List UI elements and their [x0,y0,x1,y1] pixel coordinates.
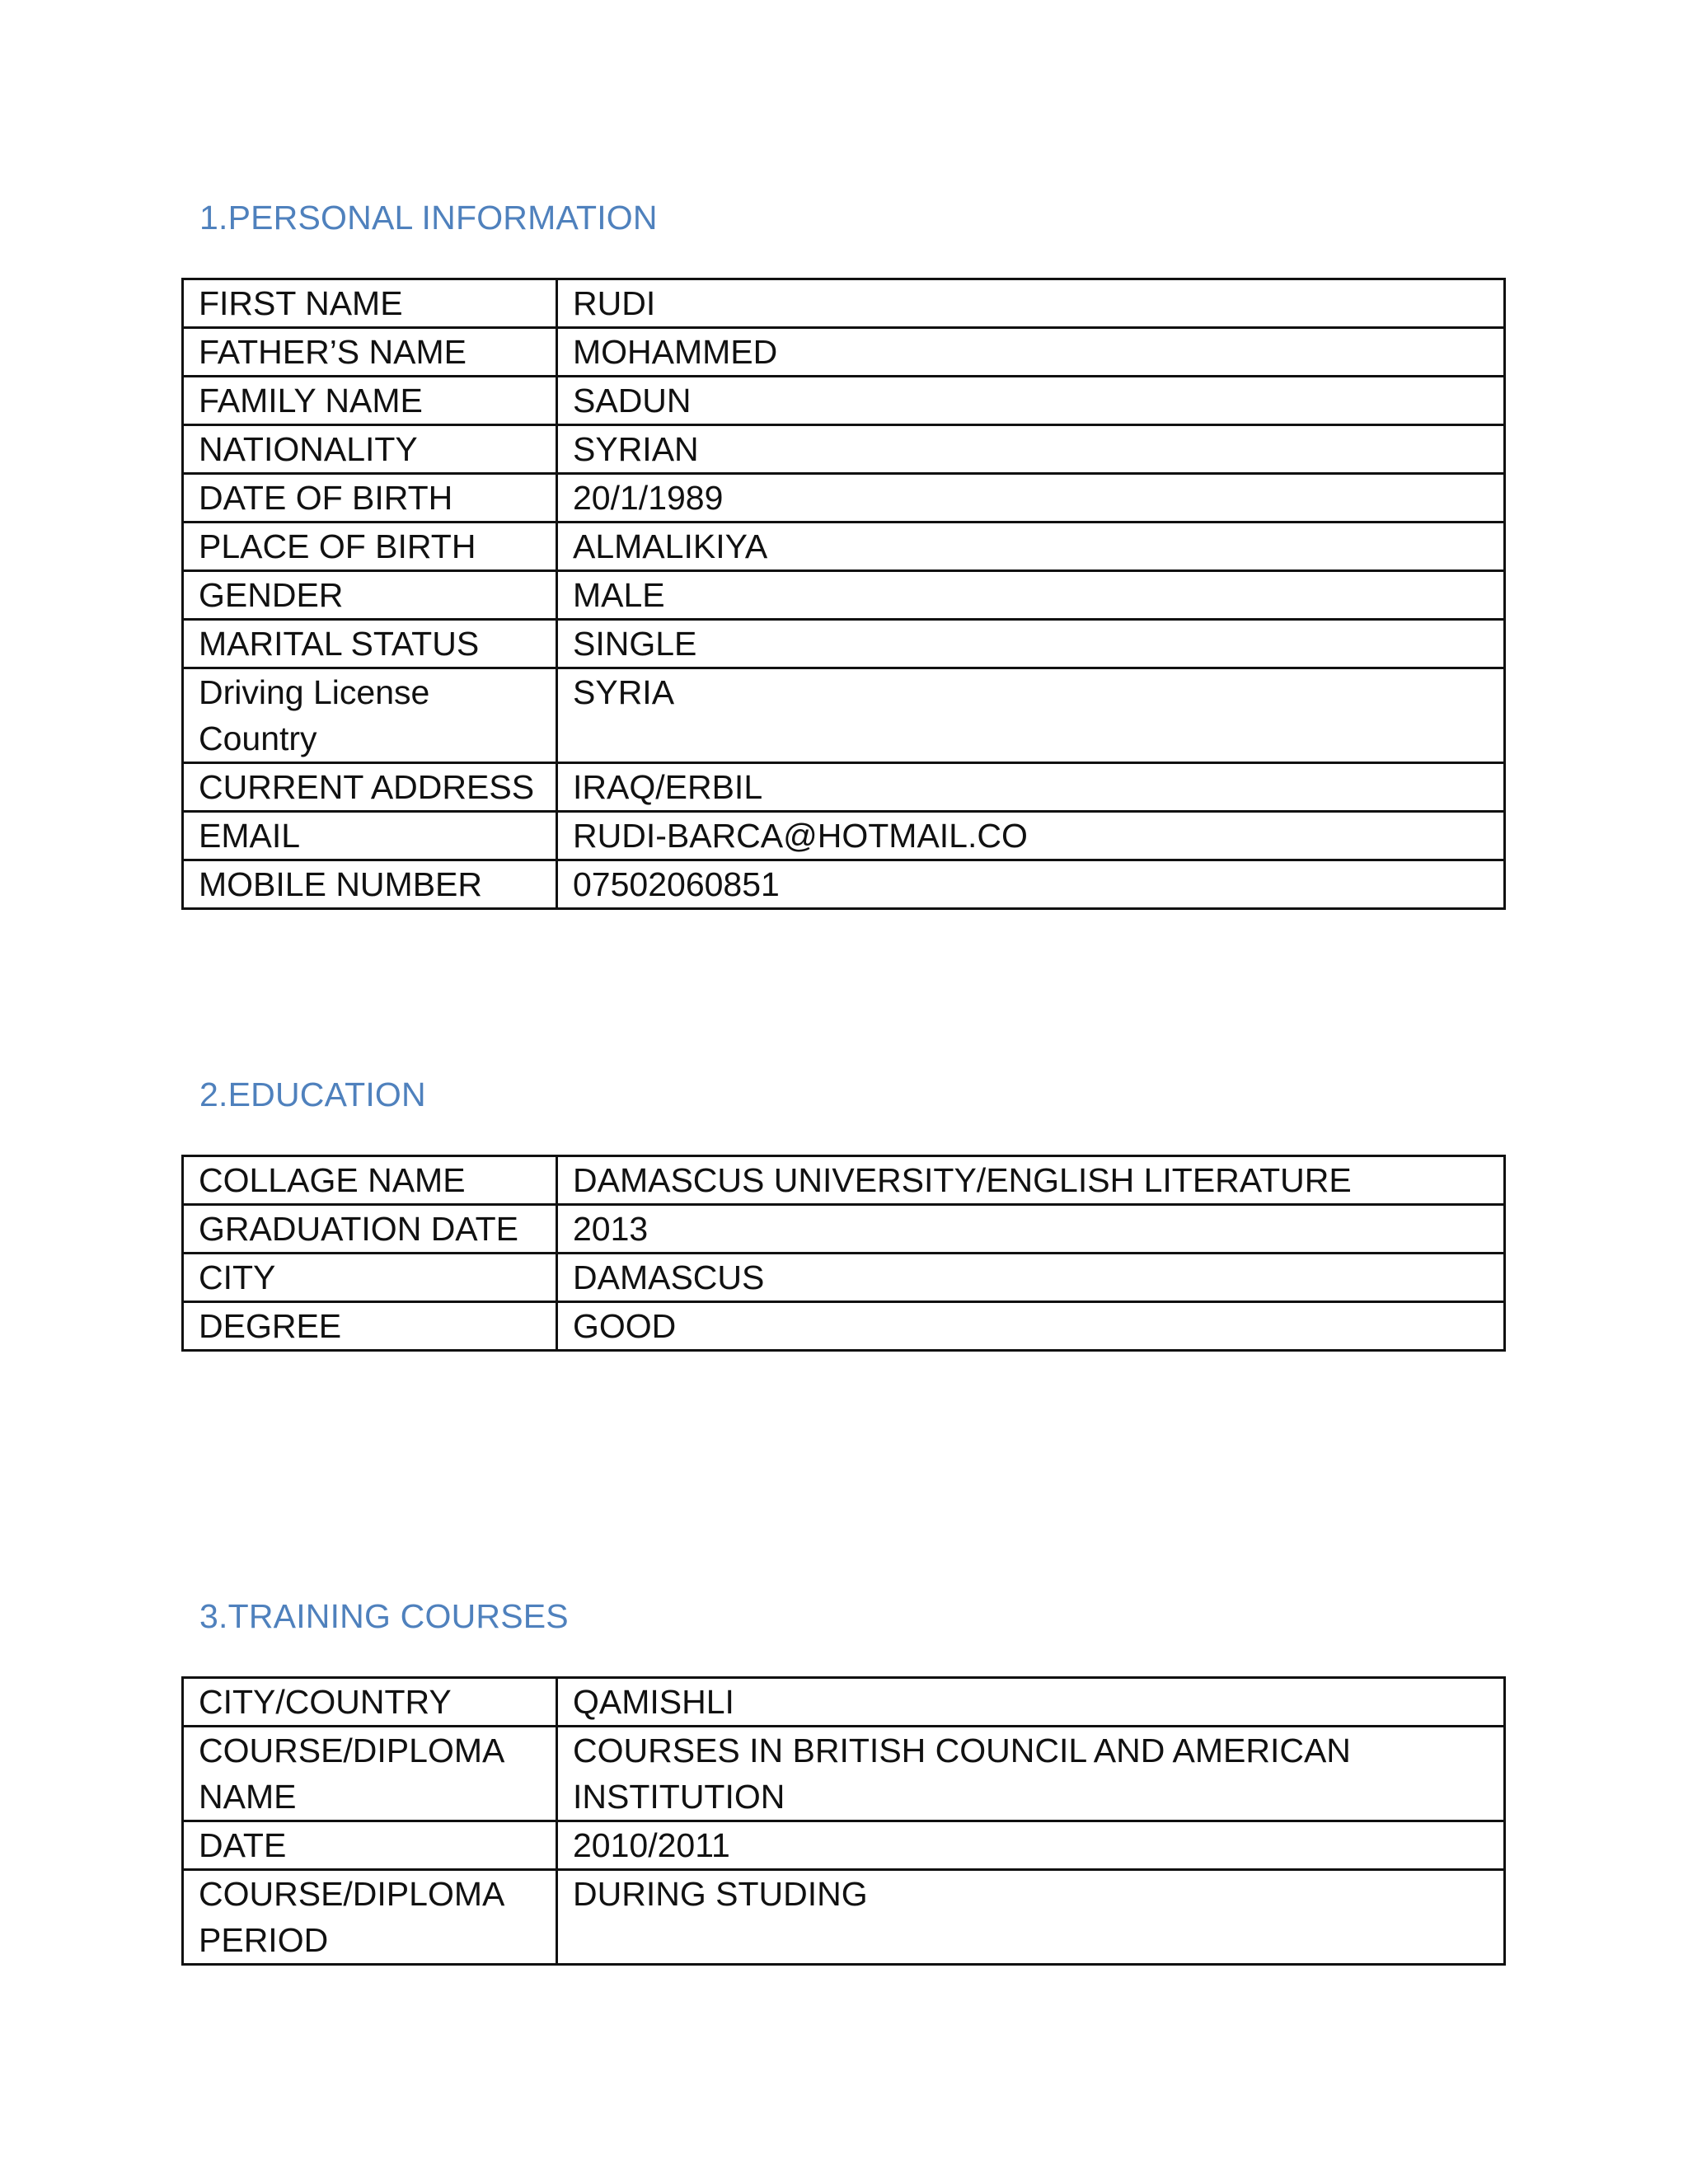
row-label: DATE [183,1821,557,1870]
table-row [183,377,1505,425]
table-row [183,620,1505,668]
row-label: FIRST NAME [183,279,557,328]
row-value: RUDI-BARCA@HOTMAIL.CO [557,812,1505,860]
row-label: FAMILY NAME [183,377,557,425]
row-value: 20/1/1989 [557,474,1505,523]
row-value: MALE [557,571,1505,620]
row-value: 2010/2011 [557,1821,1505,1870]
row-label: MOBILE NUMBER [183,860,557,909]
table-row [183,1821,1505,1870]
row-label: COURSE/DIPLOMA NAME [183,1727,557,1821]
education-section [181,1078,1503,1352]
education-table [181,1155,1506,1352]
row-label: COURSE/DIPLOMA PERIOD [183,1870,557,1965]
row-label: COLLAGE NAME [183,1156,557,1205]
row-value: DAMASCUS UNIVERSITY/ENGLISH LITERATURE [557,1156,1505,1205]
row-label: EMAIL [183,812,557,860]
table-row [183,812,1505,860]
personal-information-heading: 1.PERSONAL INFORMATION [199,199,658,237]
row-label: GENDER [183,571,557,620]
row-value: 07502060851 [557,860,1505,909]
row-value: RUDI [557,279,1505,328]
row-label: CURRENT ADDRESS [183,763,557,812]
table-row [183,1254,1505,1302]
row-label: FATHER’S NAME [183,328,557,377]
row-label: DEGREE [183,1302,557,1351]
row-value: COURSES IN BRITISH COUNCIL AND AMERICAN INSTITUTION [557,1727,1505,1821]
row-value: DURING STUDING [557,1870,1505,1965]
table-row [183,763,1505,812]
row-label: PLACE OF BIRTH [183,523,557,571]
training-courses-heading: 3.TRAINING COURSES [199,1597,569,1635]
row-value: SINGLE [557,620,1505,668]
table-row [183,860,1505,909]
table-row [183,1727,1505,1821]
row-value: MOHAMMED [557,328,1505,377]
table-row [183,1302,1505,1351]
row-value: SYRIAN [557,425,1505,474]
personal-information-section [181,201,1503,910]
row-value: DAMASCUS [557,1254,1505,1302]
row-label: MARITAL STATUS [183,620,557,668]
table-row [183,668,1505,763]
table-row [183,425,1505,474]
table-row [183,1205,1505,1254]
row-label: GRADUATION DATE [183,1205,557,1254]
row-value: SADUN [557,377,1505,425]
row-value: 2013 [557,1205,1505,1254]
row-label: CITY/COUNTRY [183,1678,557,1727]
row-value: SYRIA [557,668,1505,763]
table-row [183,523,1505,571]
personal-information-table [181,278,1506,910]
row-label: DATE OF BIRTH [183,474,557,523]
row-label: CITY [183,1254,557,1302]
row-label: NATIONALITY [183,425,557,474]
table-row [183,1870,1505,1965]
row-value: GOOD [557,1302,1505,1351]
row-label: Driving License Country [183,668,557,763]
table-row [183,571,1505,620]
table-row [183,328,1505,377]
row-value: ALMALIKIYA [557,523,1505,571]
education-heading: 2.EDUCATION [199,1076,426,1113]
table-row [183,1156,1505,1205]
table-row [183,474,1505,523]
training-courses-section [181,1597,1503,1966]
training-courses-table [181,1676,1506,1966]
row-value: QAMISHLI [557,1678,1505,1727]
row-value: IRAQ/ERBIL [557,763,1505,812]
table-row [183,1678,1505,1727]
table-row [183,279,1505,328]
